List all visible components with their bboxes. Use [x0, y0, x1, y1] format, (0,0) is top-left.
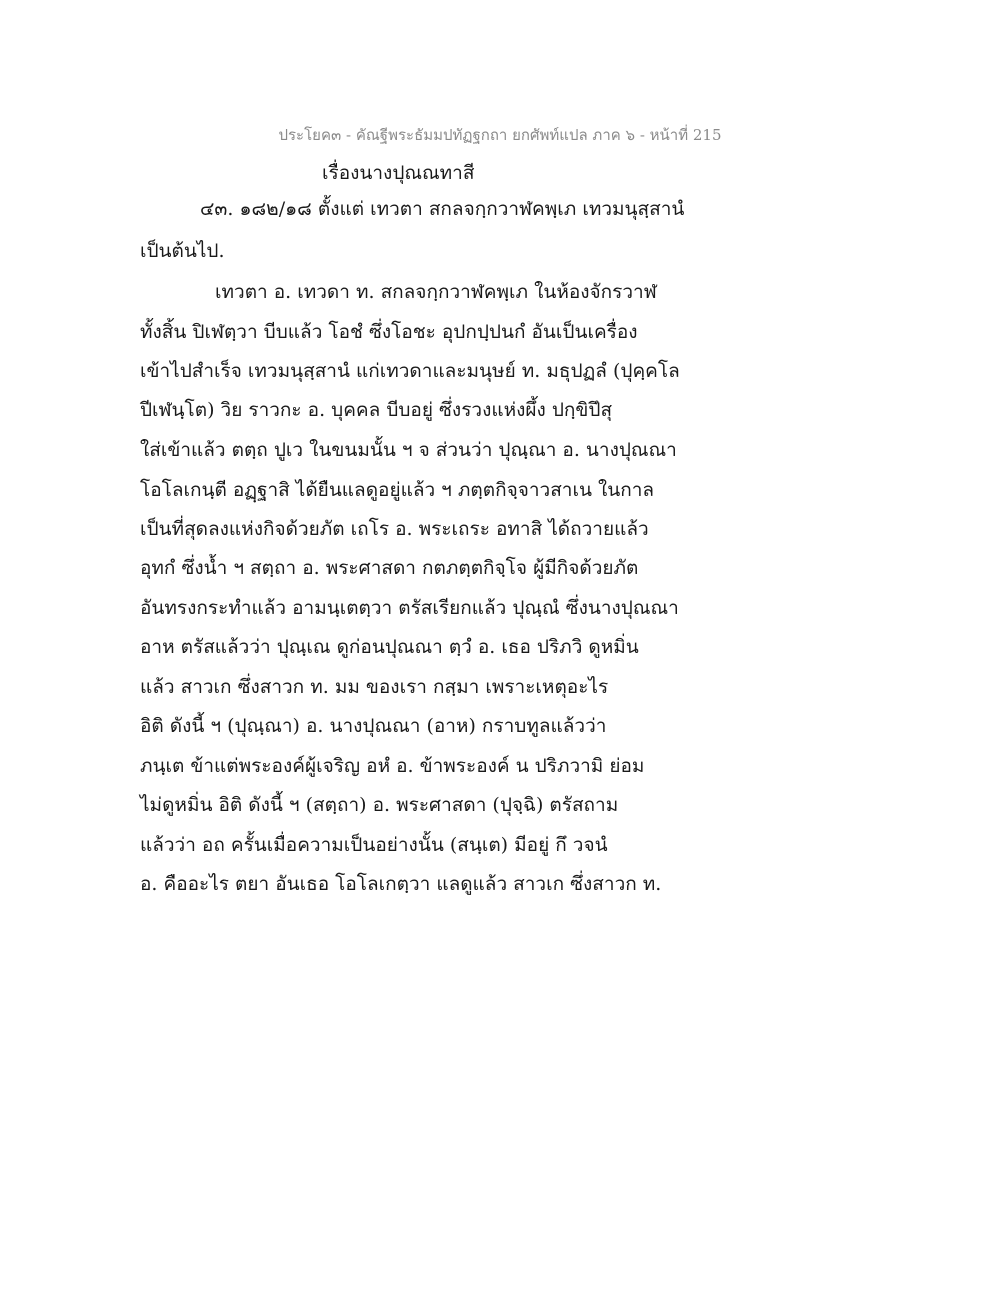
- text-line: อาห ตรัสแล้วว่า ปุณฺเณ ดูก่อนปุณณา ตฺวํ อ. เธอ ปริภวิ ดูหมิ่น: [140, 636, 639, 658]
- verse-reference-line: ๔๓. ๑๘๒/๑๘ ตั้งแต่ เทวตา สกลจกฺกวาฬคพฺเภ เทวมนุสฺสานํ: [200, 198, 685, 220]
- text-line: เป็นที่สุดลงแห่งกิจด้วยภัต เถโร อ. พระเถระ อทาสิ ได้ถวายแล้ว: [140, 518, 649, 540]
- text-line: อุทกํ ซึ่งน้ำ ฯ สตฺถา อ. พระศาสดา กตภตฺตกิจฺโจ ผู้มีกิจด้วยภัต: [140, 557, 639, 579]
- page-header: [0, 123, 1000, 147]
- page-header-text: ประโยค๓ - คัณฐีพระธัมมปทัฏฐกถา ยกศัพท์แปล ภาค ๖ - หน้าที่ 215: [278, 126, 722, 144]
- text-line: เทวตา อ. เทวดา ท. สกลจกฺกวาฬคพฺเภ ในห้องจักรวาฬ: [215, 281, 657, 303]
- text-line: เข้าไปสำเร็จ เทวมนุสฺสานํ แก่เทวดาและมนุษย์ ท. มธุปฏลํ (ปุคฺคโล: [140, 360, 680, 382]
- text-line: อันทรงกระทำแล้ว อามนฺเตตฺวา ตรัสเรียกแล้ว ปุณฺณํ ซึ่งนางปุณณา: [140, 597, 679, 619]
- text-line: ทั้งสิ้น ปิเฬตฺวา บีบแล้ว โอชํ ซึ่งโอชะ อุปกปฺปนกํ อันเป็นเครื่อง: [140, 321, 638, 343]
- text-line: ปีเฬนฺโต) วิย ราวกะ อ. บุคคล บีบอยู่ ซึ่งรวงแห่งผึ้ง ปกฺขิปึสุ: [140, 399, 613, 421]
- text-line: แล้ว สาวเก ซึ่งสาวก ท. มม ของเรา กสฺมา เพราะเหตุอะไร: [140, 676, 609, 698]
- story-title: เรื่องนางปุณณทาสี: [322, 162, 475, 184]
- text-line: โอโลเกนฺตี อฏฺฐาสิ ได้ยืนแลดูอยู่แล้ว ฯ ภตฺตกิจฺจาวสาเน ในกาล: [140, 479, 655, 501]
- text-line: แล้วว่า อถ ครั้นเมื่อความเป็นอย่างนั้น (สนฺเต) มีอยู่ กึ วจนํ: [140, 834, 608, 856]
- text-line: อ. คืออะไร ตยา อันเธอ โอโลเกตฺวา แลดูแล้ว สาวเก ซึ่งสาวก ท.: [140, 873, 662, 895]
- text-line: ภนฺเต ข้าแต่พระองค์ผู้เจริญ อหํ อ. ข้าพระองค์ น ปริภวามิ ย่อม: [140, 755, 645, 777]
- text-line: อิติ ดังนี้ ฯ (ปุณฺณา) อ. นางปุณณา (อาห) กราบทูลแล้วว่า: [140, 715, 607, 737]
- text-line: เป็นต้นไป.: [140, 240, 225, 262]
- text-line: ไม่ดูหมิ่น อิติ ดังนี้ ฯ (สตฺถา) อ. พระศาสดา (ปุจฺฉิ) ตรัสถาม: [140, 794, 619, 816]
- text-line: ใส่เข้าแล้ว ตตฺถ ปูเว ในขนมนั้น ฯ จ ส่วนว่า ปุณฺณา อ. นางปุณณา: [140, 439, 677, 461]
